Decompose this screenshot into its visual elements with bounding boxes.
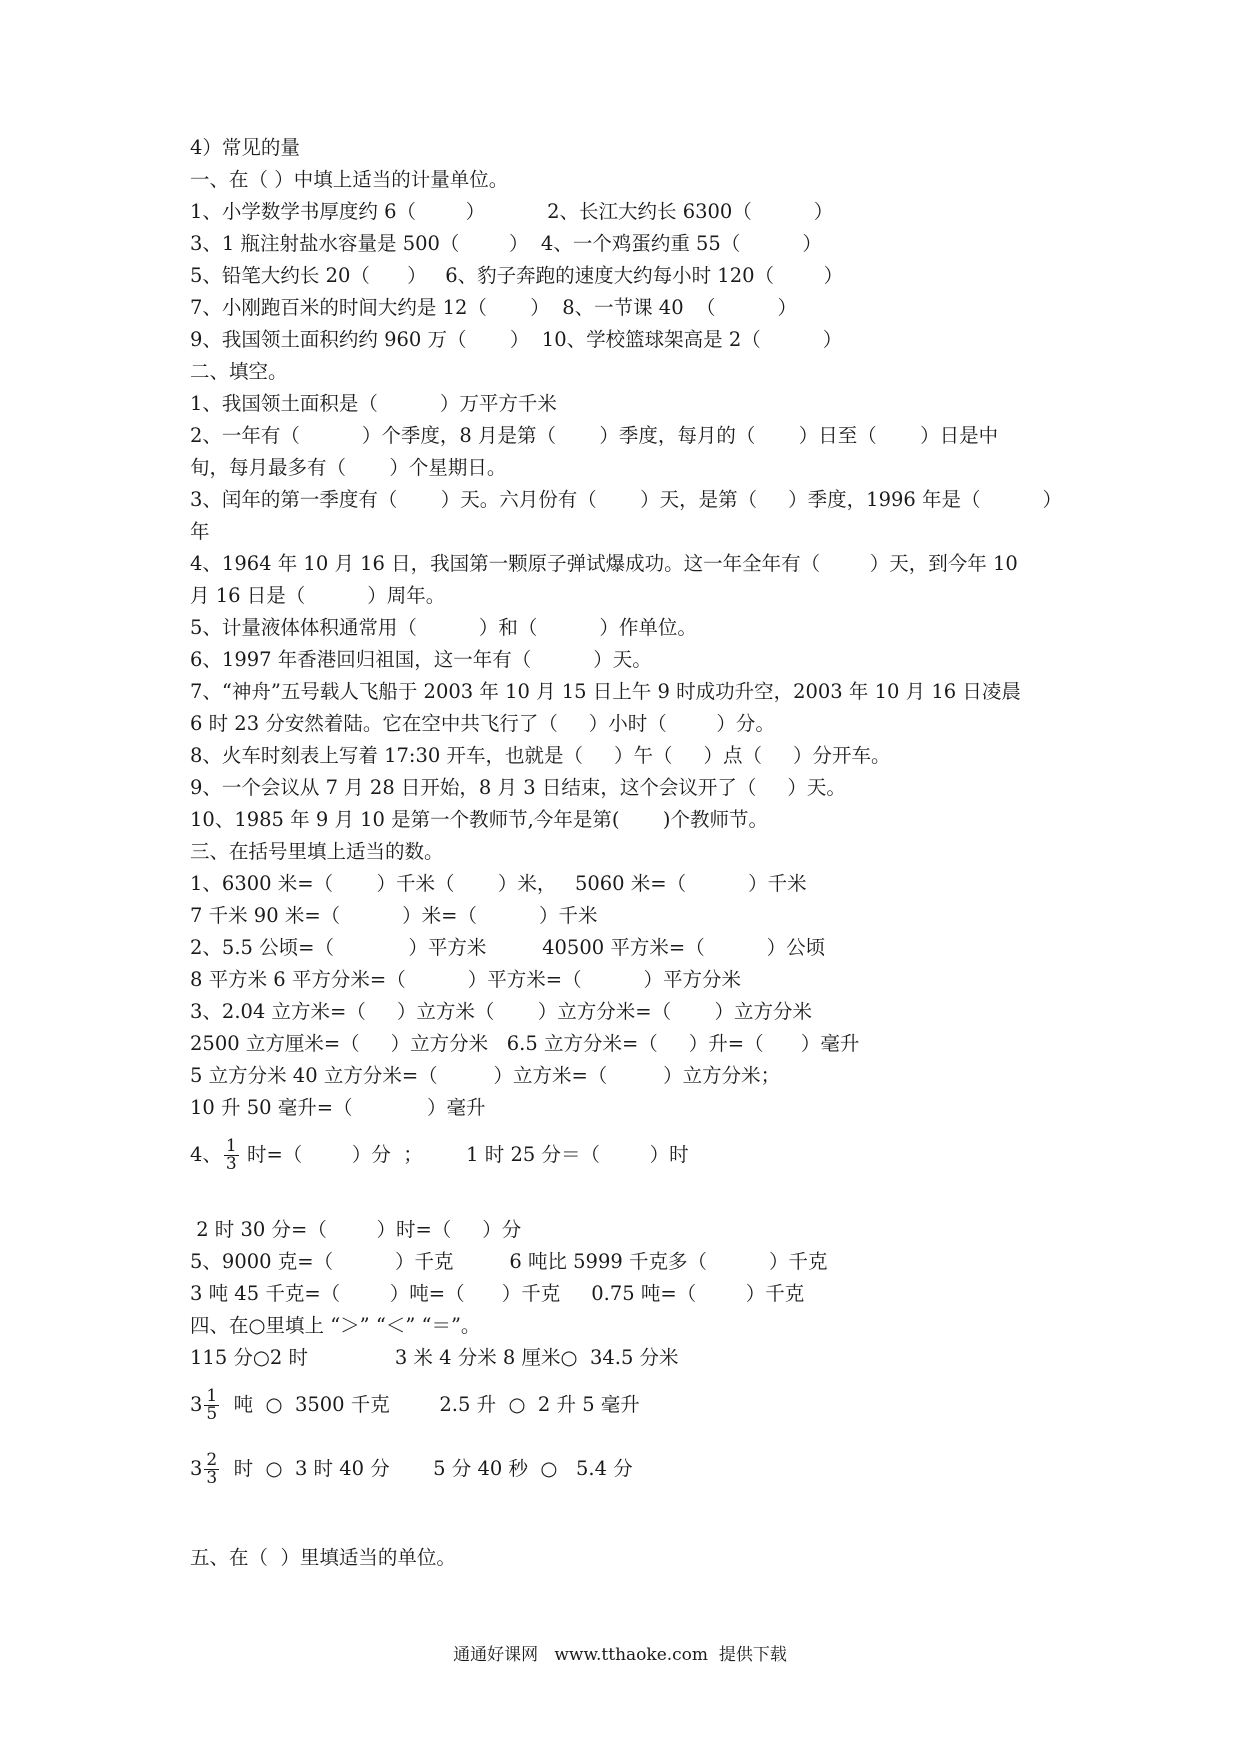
- section-2-line: 9、一个会议从 7 月 28 日开始，8 月 3 日结束，这个会议开了（ ）天。: [190, 776, 846, 799]
- section-1-line: 5、铅笔大约长 20（ ） 6、豹子奔跑的速度大约每小时 120（ ）: [190, 264, 844, 287]
- section-3-line: 5、9000 克=（ ）千克 6 吨比 5999 千克多（ ）千克: [190, 1250, 828, 1273]
- section-2-line: 年: [190, 520, 210, 543]
- section-2-line: 2、一年有（ ）个季度，8 月是第（ ）季度，每月的（ ）日至（ ）日是中: [190, 424, 999, 447]
- section-3-line: 5 立方分米 40 立方分米=（ ）立方米=（ ）立方分米；: [190, 1064, 781, 1087]
- fraction: [204, 1452, 219, 1487]
- section-5-title: 五、在（ ）里填适当的单位。: [190, 1546, 456, 1569]
- section-3-line: 2 时 30 分=（ ）时=（ ）分: [190, 1218, 522, 1241]
- section-2-title: 二、填空。: [190, 360, 288, 383]
- section-4-line: 115 分○2 时 3 米 4 分米 8 厘米○ 34.5 分米: [190, 1346, 679, 1369]
- compare-line-text: 吨 ○ 3500 千克 2.5 升 ○ 2 升 5 毫升: [221, 1393, 640, 1416]
- section-3-line: 1、6300 米=（ ）千米（ ）米， 5060 米=（ ）千米: [190, 872, 807, 895]
- section-4-title: 四、在○里填上 “＞” “＜” “＝”。: [190, 1314, 481, 1337]
- fraction-line-text: 时=（ ）分 ； 1 时 25 分＝（ ）时: [240, 1143, 689, 1166]
- section-3-line: 3 吨 45 千克=（ ）吨=（ ）千克 0.75 吨=（ ）千克: [190, 1282, 805, 1305]
- section-3-line: 2500 立方厘米=（ ）立方分米 6.5 立方分米=（ ）升=（ ）毫升: [190, 1032, 860, 1055]
- section-2-line: 旬，每月最多有（ ）个星期日。: [190, 456, 507, 479]
- section-3-title: 三、在括号里填上适当的数。: [190, 840, 444, 863]
- compare-line-text: 时 ○ 3 时 40 分 5 分 40 秒 ○ 5.4 分: [221, 1457, 633, 1480]
- section-2-line: 6、1997 年香港回归祖国，这一年有（ ）天。: [190, 648, 652, 671]
- section-4-fraction-line: [190, 1444, 633, 1494]
- section-1-line: 1、小学数学书厚度约 6（ ） 2、长江大约长 6300（ ）: [190, 200, 834, 223]
- fraction: [224, 1138, 239, 1173]
- section-2-line: 6 时 23 分安然着陆。它在空中共飞行了（ ）小时（ ）分。: [190, 712, 775, 735]
- section-3-fraction-line: [190, 1130, 689, 1180]
- section-1-line: 3、1 瓶注射盐水容量是 500（ ） 4、一个鸡蛋约重 55（ ）: [190, 232, 822, 255]
- section-1-title: 一、在（ ）中填上适当的计量单位。: [190, 168, 509, 191]
- section-2-line: 月 16 日是（ ）周年。: [190, 584, 446, 607]
- item-number: 4、: [190, 1143, 222, 1166]
- section-3-line: 2、5.5 公顷=（ ）平方米 40500 平方米=（ ）公顷: [190, 936, 826, 959]
- fraction: [204, 1388, 219, 1423]
- page-footer: 通通好课网 www.tthaoke.com 提供下载: [453, 1645, 787, 1665]
- section-3-line: 8 平方米 6 平方分米=（ ）平方米=（ ）平方分米: [190, 968, 742, 991]
- fraction-numerator: 2: [206, 1450, 218, 1470]
- section-4-fraction-line: [190, 1380, 640, 1430]
- fraction-numerator: 1: [225, 1136, 237, 1156]
- section-1-line: 7、小刚跑百米的时间大约是 12（ ） 8、一节课 40 （ ）: [190, 296, 798, 319]
- section-2-line: 1、我国领土面积是（ ）万平方千米: [190, 392, 557, 415]
- section-3-line: 10 升 50 毫升=（ ）毫升: [190, 1096, 486, 1119]
- whole-number: 3: [190, 1393, 203, 1416]
- section-2-line: 8、火车时刻表上写着 17:30 开车，也就是（ ）午（ ）点（ ）分开车。: [190, 744, 891, 767]
- section-1-line: 9、我国领土面积约约 960 万（ ） 10、学校篮球架高是 2（ ）: [190, 328, 843, 351]
- whole-number: 3: [190, 1457, 203, 1480]
- section-2-line: 10、1985 年 9 月 10 是第一个教师节,今年是第( )个教师节。: [190, 808, 768, 831]
- fraction-numerator: 1: [206, 1386, 218, 1406]
- section-2-line: 5、计量液体体积通常用（ ）和（ ）作单位。: [190, 616, 697, 639]
- section-3-line: 7 千米 90 米=（ ）米=（ ）千米: [190, 904, 598, 927]
- section-2-line: 3、闰年的第一季度有（ ）天。六月份有（ ）天，是第（ ）季度，1996 年是（ ）: [190, 488, 1062, 511]
- fraction-denominator: 3: [206, 1468, 218, 1488]
- fraction-denominator: 5: [206, 1404, 218, 1424]
- fraction-denominator: 3: [225, 1154, 237, 1174]
- section-2-line: 4、1964 年 10 月 16 日，我国第一颗原子弹试爆成功。这一年全年有（ ）天，到今年 10: [190, 552, 1018, 575]
- section-2-line: 7、“神舟”五号载人飞船于 2003 年 10 月 15 日上午 9 时成功升空，2003 年 10 月 16 日凌晨: [190, 680, 1021, 703]
- section-3-line: 3、2.04 立方米=（ ）立方米（ ）立方分米=（ ）立方分米: [190, 1000, 812, 1023]
- page-heading: 4）常见的量: [190, 136, 300, 159]
